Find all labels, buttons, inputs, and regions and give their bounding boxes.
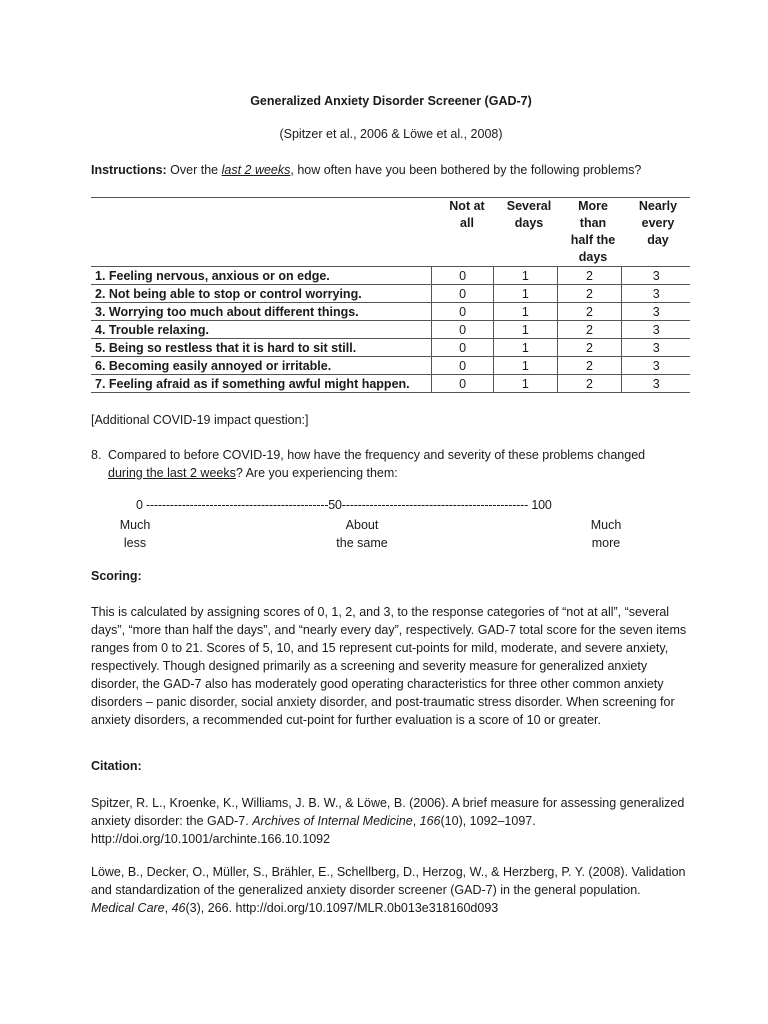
header-line: than — [579, 216, 607, 230]
table-row — [91, 285, 690, 303]
page-title: Generalized Anxiety Disorder Screener (GAD-7) — [250, 94, 532, 108]
citation-volume: 166 — [419, 814, 441, 828]
instructions-text-before: Over the — [166, 163, 222, 177]
score-nearly-every-day[interactable]: 3 — [652, 340, 660, 355]
question-8-number: 8. — [91, 448, 102, 462]
question-text: 2. Not being able to stop or control worrying. — [91, 285, 432, 302]
question-8-underlined: during the last 2 weeks — [108, 466, 236, 480]
table-row — [91, 321, 690, 339]
score-several-days[interactable]: 1 — [494, 303, 558, 320]
score-more-than-half[interactable]: 2 — [558, 267, 623, 284]
score-not-at-all[interactable]: 0 — [432, 339, 494, 356]
header-line: More — [578, 199, 608, 213]
score-nearly-every-day[interactable]: 3 — [652, 358, 660, 373]
anchor-line: Much — [590, 518, 622, 532]
score-several-days[interactable]: 1 — [494, 339, 558, 356]
instructions-emphasis: last 2 weeks — [221, 163, 291, 177]
table-row — [91, 375, 690, 393]
table-row — [91, 303, 690, 321]
citation-text: Löwe, B., Decker, O., Müller, S., Brähler, E., Schellberg, D., Herzog, W., & Herzberg, P. Y. (2008). Validation and standardization of the generalized anxiety disorder screener (GAD-7) in the general population. — [91, 865, 686, 897]
citation-spitzer — [91, 794, 687, 848]
score-not-at-all[interactable]: 0 — [432, 357, 494, 374]
anchor-line: About — [345, 518, 379, 532]
table-row — [91, 339, 690, 357]
scale-anchor-about-same — [317, 516, 407, 552]
score-several-days[interactable]: 1 — [494, 357, 558, 374]
instructions-label: Instructions: — [91, 163, 167, 177]
header-line: Not at — [449, 199, 485, 213]
score-not-at-all[interactable]: 0 — [432, 375, 494, 392]
header-line: Nearly — [638, 199, 678, 213]
score-more-than-half[interactable]: 2 — [558, 285, 623, 302]
anchor-line: less — [123, 536, 147, 550]
table-row — [91, 357, 690, 375]
question-8-text-part2: ? Are you experiencing them: — [235, 466, 398, 480]
question-8 — [91, 446, 691, 482]
scale-anchor-much-less — [90, 516, 180, 552]
score-nearly-every-day[interactable]: 3 — [652, 286, 660, 301]
covid-section-label: [Additional COVID-19 impact question:] — [91, 413, 309, 427]
score-several-days[interactable]: 1 — [494, 321, 558, 338]
scoring-paragraph: This is calculated by assigning scores of 0, 1, 2, and 3, to the response categories of “not at all”, “several days”, “more than half the days”, and “nearly every day”, respectively. GAD-7 total score for the seven items ranges from 0 to 21. Scores of 5, 10, and 15 represent cut-points for mild, moderate, and severe anxiety, respectively. Though designed primarily as a screening and severity measure for generalized anxiety disorder, the GAD-7 also has moderately good operating characteristics for three other common anxiety disorders – panic disorder, social anxiety disorder, and post-traumatic stress disorder. When screening for anxiety disorders, a recommended cut-point for further evaluation is a score of 10 or greater. — [91, 605, 687, 727]
table-body — [91, 266, 690, 393]
header-more-than-half — [563, 198, 623, 266]
score-more-than-half[interactable]: 2 — [558, 321, 623, 338]
header-line: day — [647, 233, 669, 247]
citation-journal: Archives of Internal Medicine — [252, 814, 413, 828]
score-several-days[interactable]: 1 — [494, 267, 558, 284]
header-line: days — [578, 250, 608, 264]
instructions-text-after: , how often have you been bothered by the following problems? — [290, 163, 642, 177]
score-nearly-every-day[interactable]: 3 — [652, 376, 660, 391]
citation-doi[interactable]: (10), 1092–1097. http://doi.org/10.1001/archinte.166.10.1092 — [91, 814, 536, 846]
anchor-line: the same — [336, 536, 388, 550]
score-not-at-all[interactable]: 0 — [432, 285, 494, 302]
question-text: 7. Feeling afraid as if something awful might happen. — [91, 375, 432, 392]
score-several-days[interactable]: 1 — [494, 375, 558, 392]
score-nearly-every-day[interactable]: 3 — [652, 268, 660, 283]
header-line: days — [514, 216, 544, 230]
citation-text: Spitzer, R. L., Kroenke, K., Williams, J. B. W., & Löwe, B. (2006). A brief measure for assessing generalized anxiety disorder: the GAD-7. — [91, 796, 685, 828]
anchor-line: Much — [119, 518, 151, 532]
citation-journal: Medical Care — [91, 901, 165, 915]
citation-separator: , — [412, 814, 420, 828]
scale-anchor-much-more — [561, 516, 651, 552]
score-more-than-half[interactable]: 2 — [558, 303, 623, 320]
header-not-at-all — [442, 198, 492, 232]
question-text: 5. Being so restless that it is hard to sit still. — [91, 339, 432, 356]
score-more-than-half[interactable]: 2 — [558, 375, 623, 392]
instructions — [91, 163, 691, 177]
question-text: 6. Becoming easily annoyed or irritable. — [91, 357, 432, 374]
citation-heading: Citation: — [91, 759, 142, 773]
score-more-than-half[interactable]: 2 — [558, 339, 623, 356]
question-8-text-part1: Compared to before COVID-19, how have the frequency and severity of these problems changed — [108, 448, 646, 462]
question-8-text — [108, 446, 691, 482]
score-nearly-every-day[interactable]: 3 — [652, 304, 660, 319]
header-line: all — [460, 216, 474, 230]
question-text: 3. Worrying too much about different things. — [91, 303, 432, 320]
header-line: half the — [570, 233, 616, 247]
header-line: every — [641, 216, 675, 230]
anchor-line: more — [591, 536, 621, 550]
score-not-at-all[interactable]: 0 — [432, 303, 494, 320]
citation-doi[interactable]: (3), 266. http://doi.org/10.1097/MLR.0b013e318160d093 — [185, 901, 499, 915]
page-subtitle: (Spitzer et al., 2006 & Löwe et al., 2008) — [279, 127, 503, 141]
rating-scale-line[interactable]: 0 ----------------------------------------------50----------------------------------------------- 100 — [136, 498, 552, 512]
score-more-than-half[interactable]: 2 — [558, 357, 623, 374]
header-nearly-every-day — [629, 198, 687, 249]
citation-volume: 46 — [171, 901, 186, 915]
citation-separator: , — [164, 901, 172, 915]
score-several-days[interactable]: 1 — [494, 285, 558, 302]
score-nearly-every-day[interactable]: 3 — [652, 322, 660, 337]
header-several-days — [503, 198, 555, 232]
scoring-heading: Scoring: — [91, 569, 142, 583]
score-not-at-all[interactable]: 0 — [432, 267, 494, 284]
table-row — [91, 267, 690, 285]
question-text: 4. Trouble relaxing. — [91, 321, 432, 338]
question-text: 1. Feeling nervous, anxious or on edge. — [91, 267, 432, 284]
citation-lowe — [91, 863, 687, 917]
header-line: Several — [506, 199, 552, 213]
score-not-at-all[interactable]: 0 — [432, 321, 494, 338]
